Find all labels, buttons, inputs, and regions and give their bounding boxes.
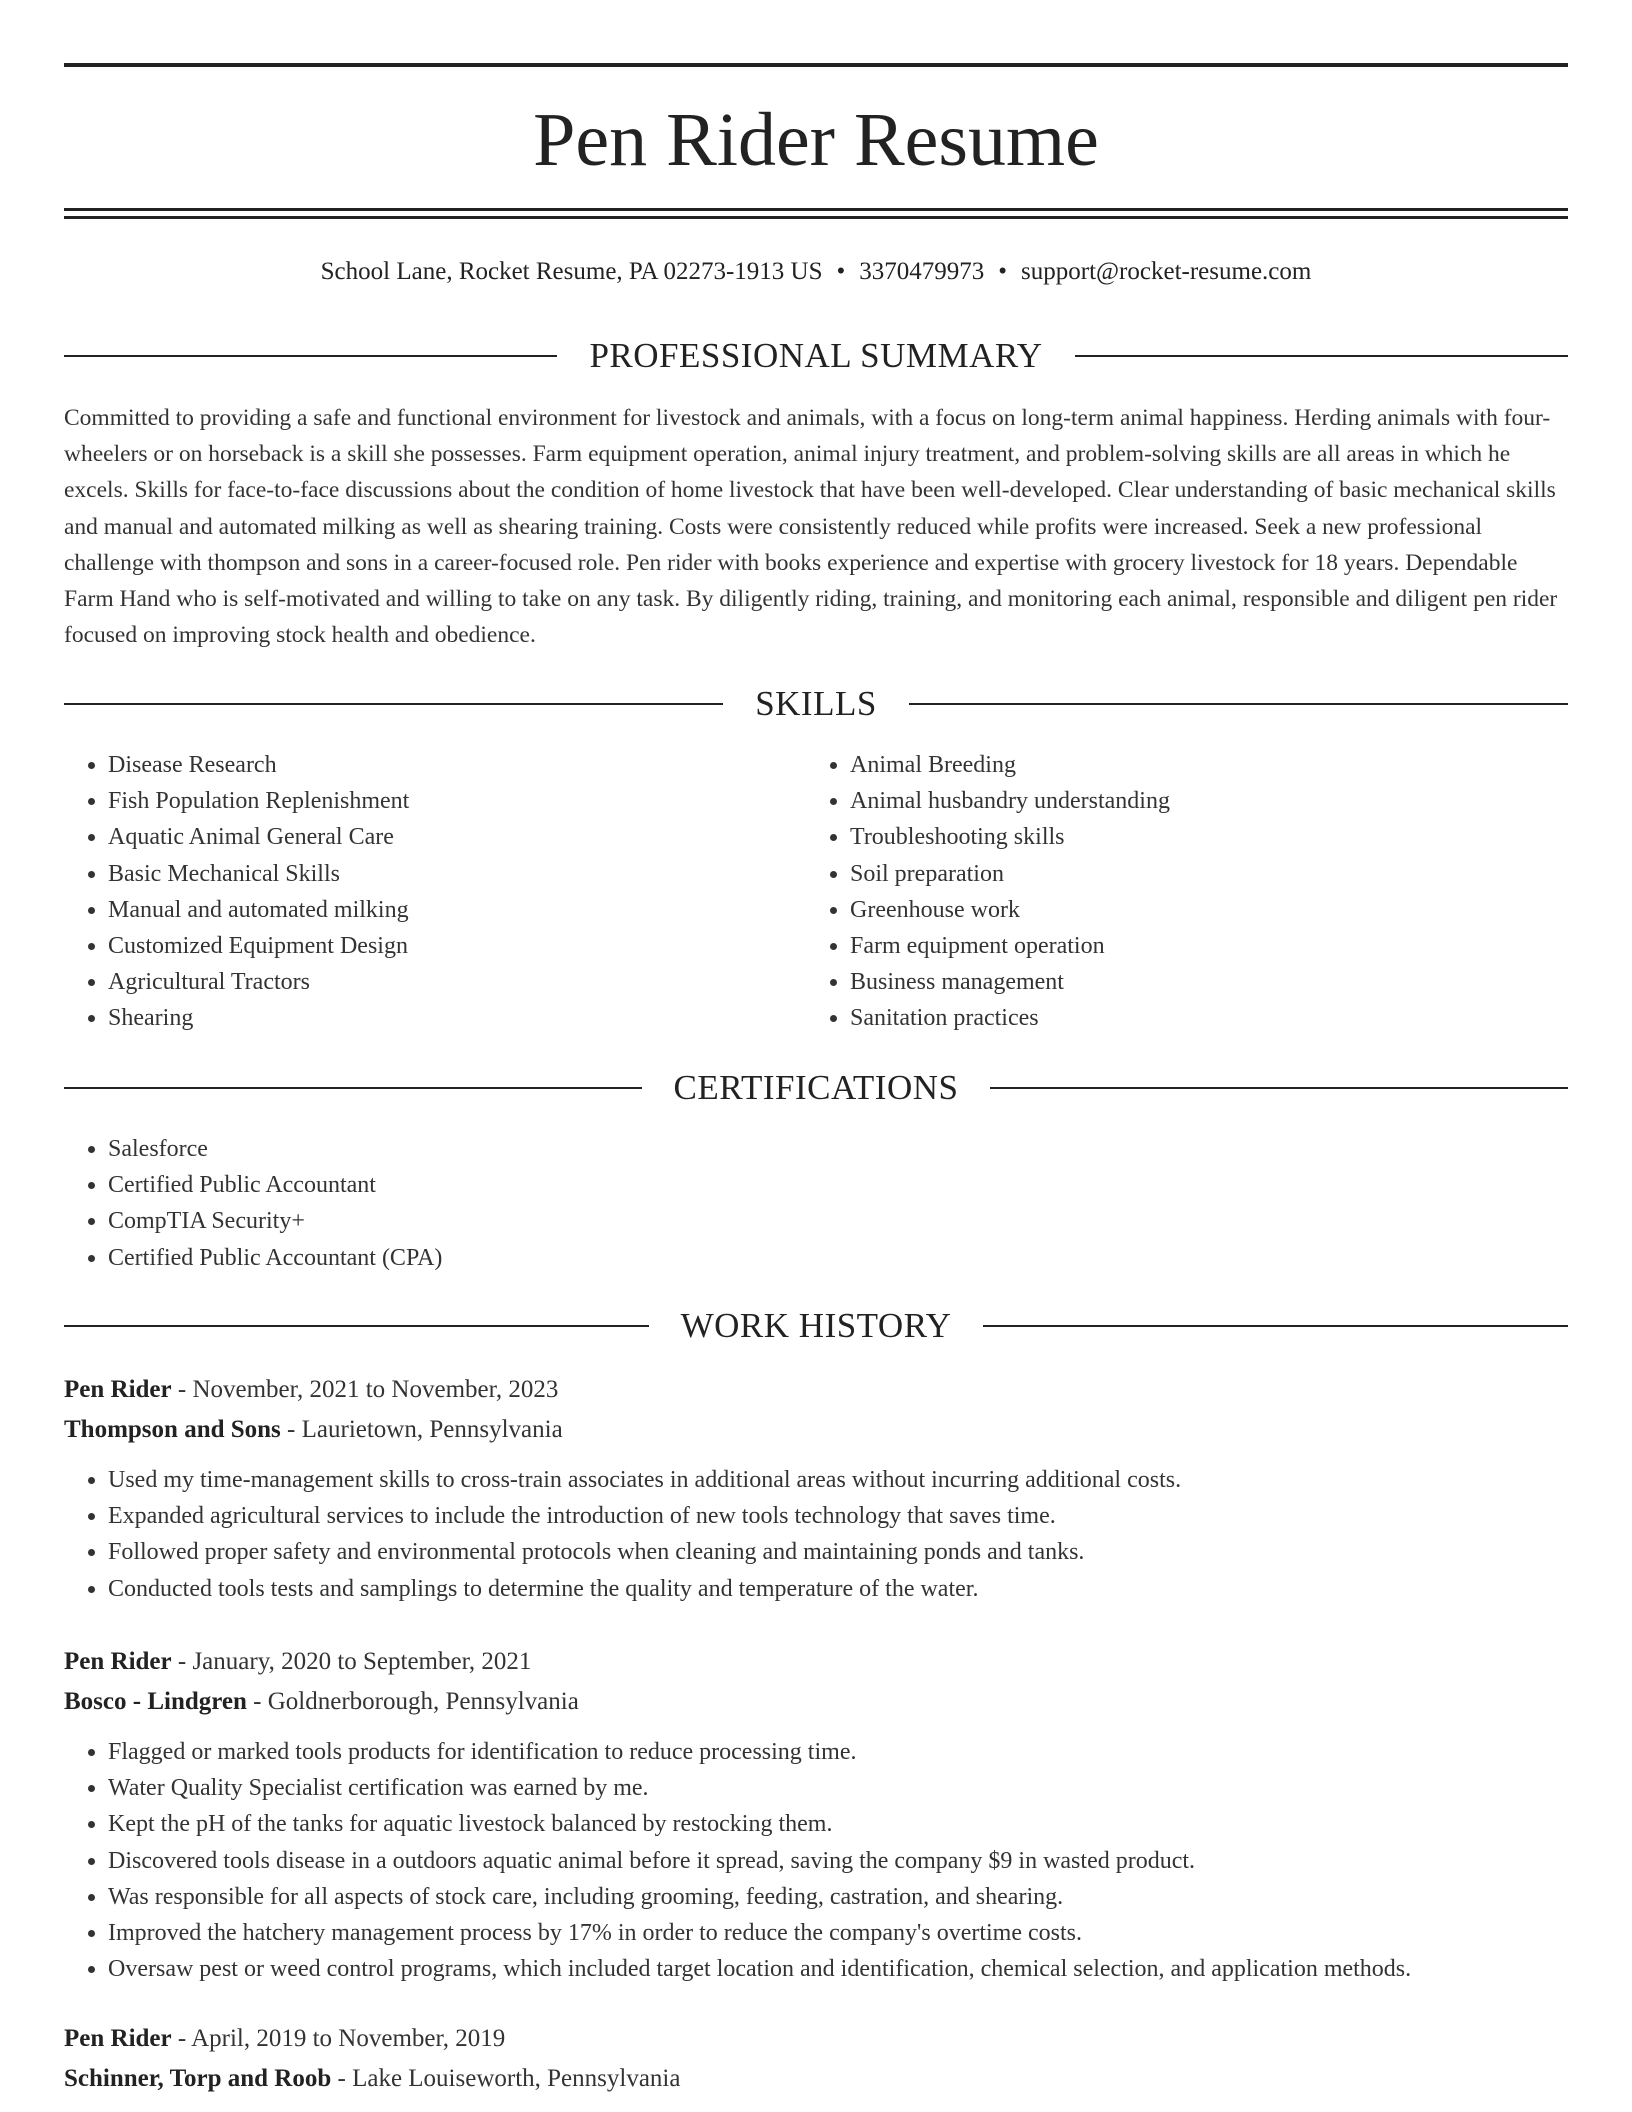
list-item: • Troubleshooting skills [850, 819, 1546, 855]
heading-rule [1075, 355, 1568, 357]
list-item: • Sanitation practices [850, 1000, 1546, 1036]
skills-list-left [64, 747, 804, 1037]
heading-rule [64, 703, 723, 705]
contact-separator: • [998, 258, 1008, 285]
skills-column-left [64, 747, 804, 1037]
list-item: • Animal Breeding [850, 747, 1546, 783]
list-item: • Shearing [108, 1000, 804, 1036]
job-entry [64, 1642, 1568, 1987]
list-item: • Expanded agricultural services to include the introduction of new tools technology that saves time. [108, 1498, 1568, 1534]
top-rule [64, 63, 1568, 67]
heading-rule [983, 1325, 1568, 1327]
list-item: • Discovered tools disease in a outdoors aquatic animal before it spread, saving the company $9 in wasted product. [108, 1843, 1568, 1879]
list-item: • Salesforce [108, 1131, 1568, 1167]
contact-phone: 3370479973 [859, 258, 985, 285]
heading-rule [64, 1325, 649, 1327]
job-company-line [64, 1410, 1568, 1450]
job-company-line [64, 2059, 1568, 2099]
job-location: - Goldnerborough, Pennsylvania [246, 1688, 579, 1715]
list-item: • Flagged or marked tools products for identification to reduce processing time. [108, 1734, 1568, 1770]
heading-rule [64, 355, 557, 357]
title-double-rule [64, 208, 1568, 219]
contact-address: School Lane, Rocket Resume, PA 02273-1913 US [320, 258, 823, 285]
job-company: Bosco - Lindgren [64, 1688, 247, 1715]
certifications-heading-label: CERTIFICATIONS [673, 1068, 959, 1107]
skills-list-right [806, 747, 1546, 1037]
job-bullets [64, 1734, 1568, 1987]
contact-separator: • [836, 258, 846, 285]
list-item: • Followed proper safety and environmental protocols when cleaning and maintaining ponds and tanks. [108, 1534, 1568, 1570]
list-item: • Aquatic Animal General Care [108, 819, 804, 855]
list-item: • Greenhouse work [850, 892, 1546, 928]
job-entry [64, 1370, 1568, 1607]
job-bullets [64, 1462, 1568, 1607]
job-location: - Laurietown, Pennsylvania [280, 1416, 563, 1443]
list-item: • CompTIA Security+ [108, 1203, 1568, 1239]
list-item: • Water Quality Specialist certification was earned by me. [108, 1770, 1568, 1806]
job-dates: - January, 2020 to September, 2021 [171, 1648, 532, 1675]
list-item: • Was responsible for all aspects of stock care, including grooming, feeding, castration, and shearing. [108, 1879, 1568, 1915]
job-title: Pen Rider [64, 1376, 172, 1403]
list-item: • Business management [850, 964, 1546, 1000]
list-item: • Certified Public Accountant (CPA) [108, 1240, 1568, 1276]
list-item: • Conducted tools tests and samplings to determine the quality and temperature of the water. [108, 1571, 1568, 1607]
list-item: • Oversaw pest or weed control programs, which included target location and identification, chemical selection, and application methods. [108, 1951, 1568, 1987]
summary-text: Committed to providing a safe and functional environment for livestock and animals, with a focus on long-term animal happiness. Herding animals with four-wheelers or on horseback is a skill she possesses. Farm equipment operation, animal injury treatment, and problem-solving skills are all areas in which he excels. Skills for face-to-face discussions about the condition of home livestock that have been well-developed. Clear understanding of basic mechanical skills and manual and automated milking as well as shearing training. Costs were consistently reduced while profits were increased. Seek a new professional challenge with thompson and sons in a career-focused role. Pen rider with books experience and expertise with grocery livestock for 18 years. Dependable Farm Hand who is self-motivated and willing to take on any task. By diligently riding, training, and monitoring each animal, responsible and diligent pen rider focused on improving stock health and obedience. [64, 405, 1558, 649]
heading-rule [990, 1087, 1568, 1089]
list-item: • Improved the hatchery management process by 17% in order to reduce the company's overtime costs. [108, 1915, 1568, 1951]
job-title-line [64, 2019, 1568, 2059]
job-company: Thompson and Sons [64, 1416, 281, 1443]
page-title: Pen Rider Resume [533, 98, 1099, 182]
job-company-line [64, 1682, 1568, 1722]
certifications-heading [64, 1066, 1568, 1110]
list-item: • Fish Population Replenishment [108, 783, 804, 819]
list-item: • Animal husbandry understanding [850, 783, 1546, 819]
skills-column-right [806, 747, 1546, 1037]
skills-heading [64, 682, 1568, 726]
list-item: • Soil preparation [850, 856, 1546, 892]
job-company: Schinner, Torp and Roob [64, 2065, 332, 2092]
contact-line [64, 252, 1568, 292]
list-item: • Manual and automated milking [108, 892, 804, 928]
list-item: • Certified Public Accountant [108, 1167, 1568, 1203]
list-item: • Customized Equipment Design [108, 928, 804, 964]
list-item: • Kept the pH of the tanks for aquatic livestock balanced by restocking them. [108, 1806, 1568, 1842]
work-history-heading [64, 1304, 1568, 1348]
list-item: • Farm equipment operation [850, 928, 1546, 964]
skills-heading-label: SKILLS [755, 684, 877, 723]
heading-rule [64, 1087, 642, 1089]
job-title: Pen Rider [64, 2025, 172, 2052]
job-entry [64, 2019, 1568, 2099]
list-item: • Disease Research [108, 747, 804, 783]
job-title: Pen Rider [64, 1648, 172, 1675]
job-title-line [64, 1642, 1568, 1682]
certifications-block [64, 1131, 1568, 1276]
certifications-list [64, 1131, 1568, 1276]
list-item: • Used my time-management skills to cross-train associates in additional areas without incurring additional costs. [108, 1462, 1568, 1498]
job-location: - Lake Louiseworth, Pennsylvania [331, 2065, 681, 2092]
job-dates: - April, 2019 to November, 2019 [171, 2025, 506, 2052]
job-dates: - November, 2021 to November, 2023 [171, 1376, 559, 1403]
summary-heading-label: PROFESSIONAL SUMMARY [589, 336, 1043, 375]
job-title-line [64, 1370, 1568, 1410]
heading-rule [909, 703, 1568, 705]
list-item: • Basic Mechanical Skills [108, 856, 804, 892]
list-item: • Agricultural Tractors [108, 964, 804, 1000]
contact-email: support@rocket-resume.com [1021, 258, 1312, 285]
summary-heading [64, 334, 1568, 378]
work-history-heading-label: WORK HISTORY [680, 1306, 952, 1345]
